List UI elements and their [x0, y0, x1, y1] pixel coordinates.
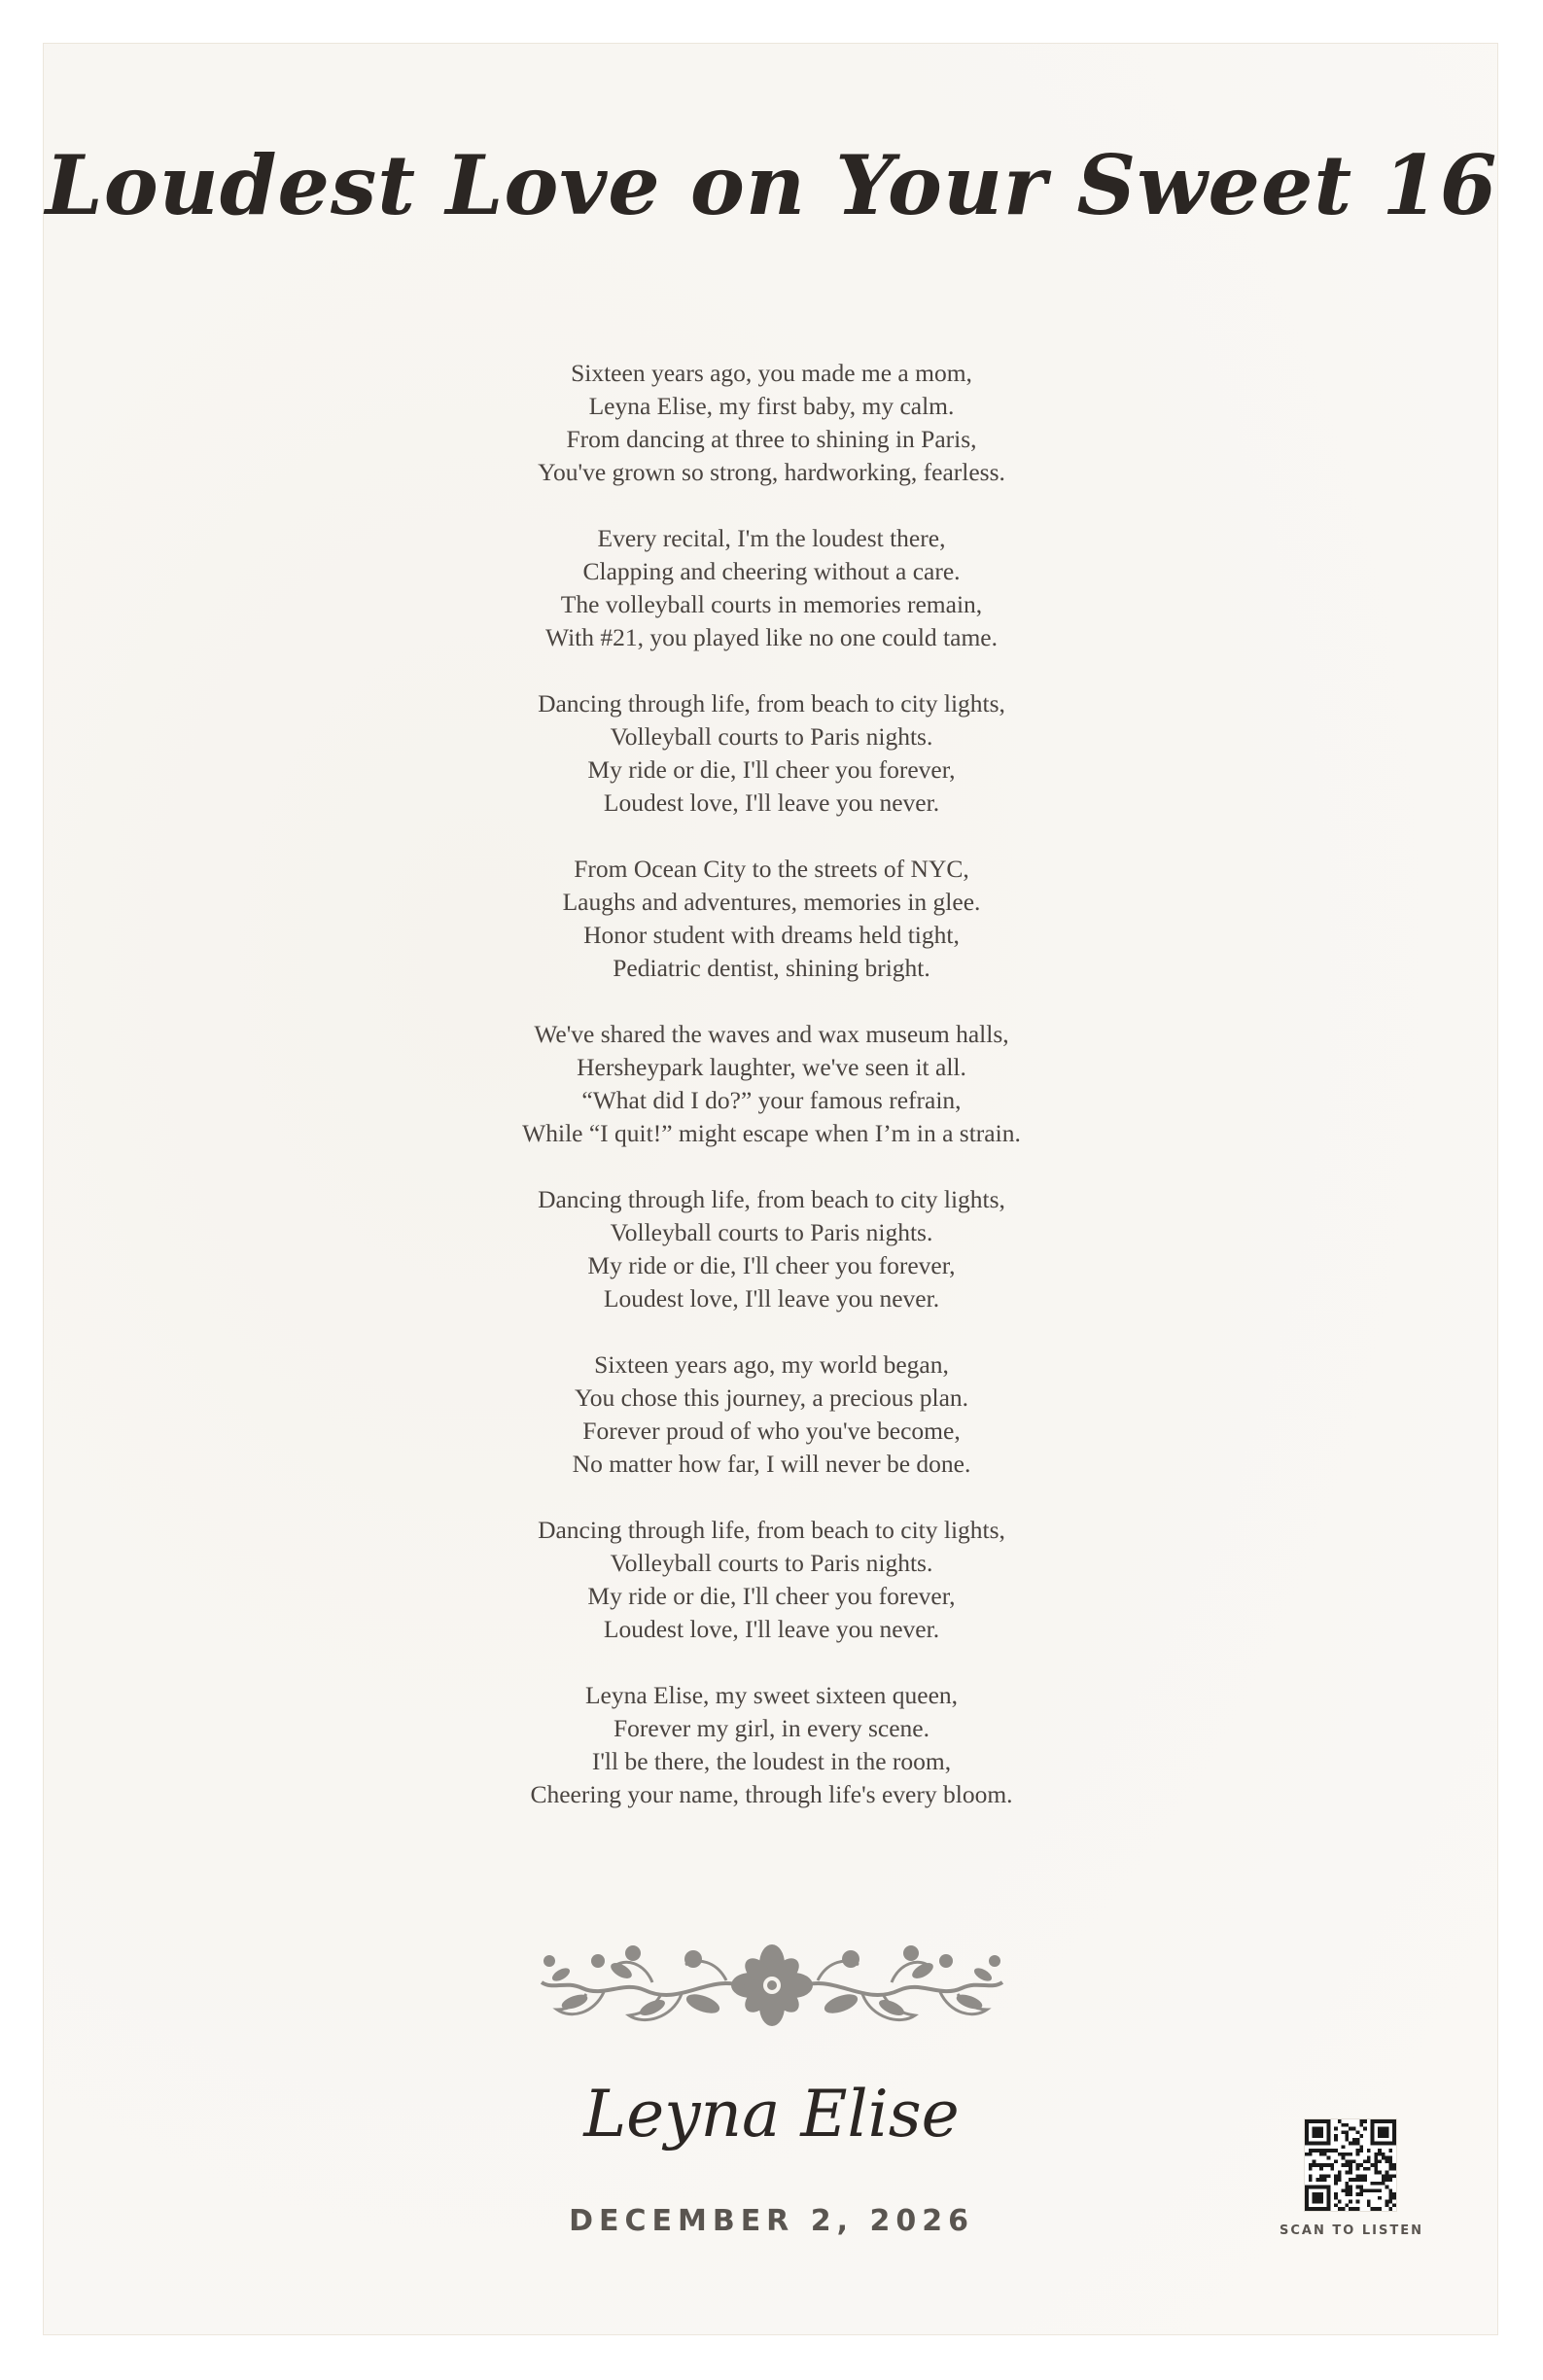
poem-line: Clapping and cheering without a care.	[582, 557, 961, 585]
poem-line: Cheering your name, through life's every bloom.	[530, 1780, 1013, 1808]
poem-line: Dancing through life, from beach to city lights,	[538, 1516, 1005, 1544]
poem-line: Volleyball courts to Paris nights.	[610, 722, 933, 751]
poem-line: Laughs and adventures, memories in glee.	[562, 888, 981, 916]
poem-line: We've shared the waves and wax museum halls,	[534, 1020, 1009, 1048]
poem-line: You chose this journey, a precious plan.	[574, 1383, 969, 1412]
poem-line: “What did I do?” your famous refrain,	[581, 1086, 962, 1114]
poem-line: Every recital, I'm the loudest there,	[597, 524, 946, 552]
poem-line: Dancing through life, from beach to city lights,	[538, 1185, 1005, 1213]
poem-line: From dancing at three to shining in Paris,	[566, 425, 977, 453]
stanza	[44, 522, 1499, 654]
poem-line: Sixteen years ago, my world began,	[594, 1350, 949, 1379]
poem-line: From Ocean City to the streets of NYC,	[574, 855, 969, 883]
poem-line: My ride or die, I'll cheer you forever,	[587, 1582, 956, 1610]
stanza	[44, 1514, 1499, 1646]
poem-line: My ride or die, I'll cheer you forever,	[587, 1251, 956, 1279]
poem-line: With #21, you played like no one could tame.	[545, 623, 998, 651]
poem-line: Volleyball courts to Paris nights.	[610, 1549, 933, 1577]
stanza	[44, 1348, 1499, 1481]
stanza	[44, 1183, 1499, 1315]
qr-code-icon[interactable]	[1304, 2118, 1397, 2212]
poem-line: I'll be there, the loudest in the room,	[591, 1747, 952, 1775]
poem-body	[44, 357, 1499, 1844]
poem-line: My ride or die, I'll cheer you forever,	[587, 755, 956, 784]
recipient-name: Leyna Elise	[583, 2077, 960, 2152]
stanza	[44, 687, 1499, 820]
poem-line: Dancing through life, from beach to city lights,	[538, 689, 1005, 718]
poem-line: Loudest love, I'll leave you never.	[603, 1615, 940, 1643]
stanza	[44, 1679, 1499, 1811]
poem-line: Loudest love, I'll leave you never.	[603, 1284, 940, 1312]
poem-line: Forever proud of who you've become,	[582, 1417, 961, 1445]
event-date: DECEMBER 2, 2026	[569, 2204, 974, 2238]
poem-line: Volleyball courts to Paris nights.	[610, 1218, 933, 1246]
stanza	[44, 853, 1499, 985]
poem-line: Pediatric dentist, shining bright.	[613, 954, 930, 982]
floral-divider-icon	[536, 1932, 1008, 2039]
poem-line: Loudest love, I'll leave you never.	[603, 788, 940, 817]
stanza	[44, 1018, 1499, 1150]
poem-line: The volleyball courts in memories remain,	[560, 590, 983, 618]
poem-line: Sixteen years ago, you made me a mom,	[571, 359, 972, 387]
qr-caption: SCAN TO LISTEN	[1280, 2223, 1423, 2238]
poem-line: While “I quit!” might escape when I’m in a strain.	[522, 1119, 1021, 1147]
poem-line: No matter how far, I will never be done.	[572, 1450, 971, 1478]
stanza	[44, 357, 1499, 489]
poem-line: Leyna Elise, my first baby, my calm.	[588, 392, 955, 420]
poem-line: Honor student with dreams held tight,	[583, 921, 960, 949]
poem-line: Leyna Elise, my sweet sixteen queen,	[584, 1681, 959, 1709]
poem-line: Hersheypark laughter, we've seen it all.	[577, 1053, 966, 1081]
poem-line: Forever my girl, in every scene.	[613, 1714, 929, 1742]
poem-line: You've grown so strong, hardworking, fearless.	[538, 458, 1005, 486]
poem-sheet	[43, 43, 1498, 2335]
page-title: Loudest Love on Your Sweet 16	[45, 137, 1498, 233]
